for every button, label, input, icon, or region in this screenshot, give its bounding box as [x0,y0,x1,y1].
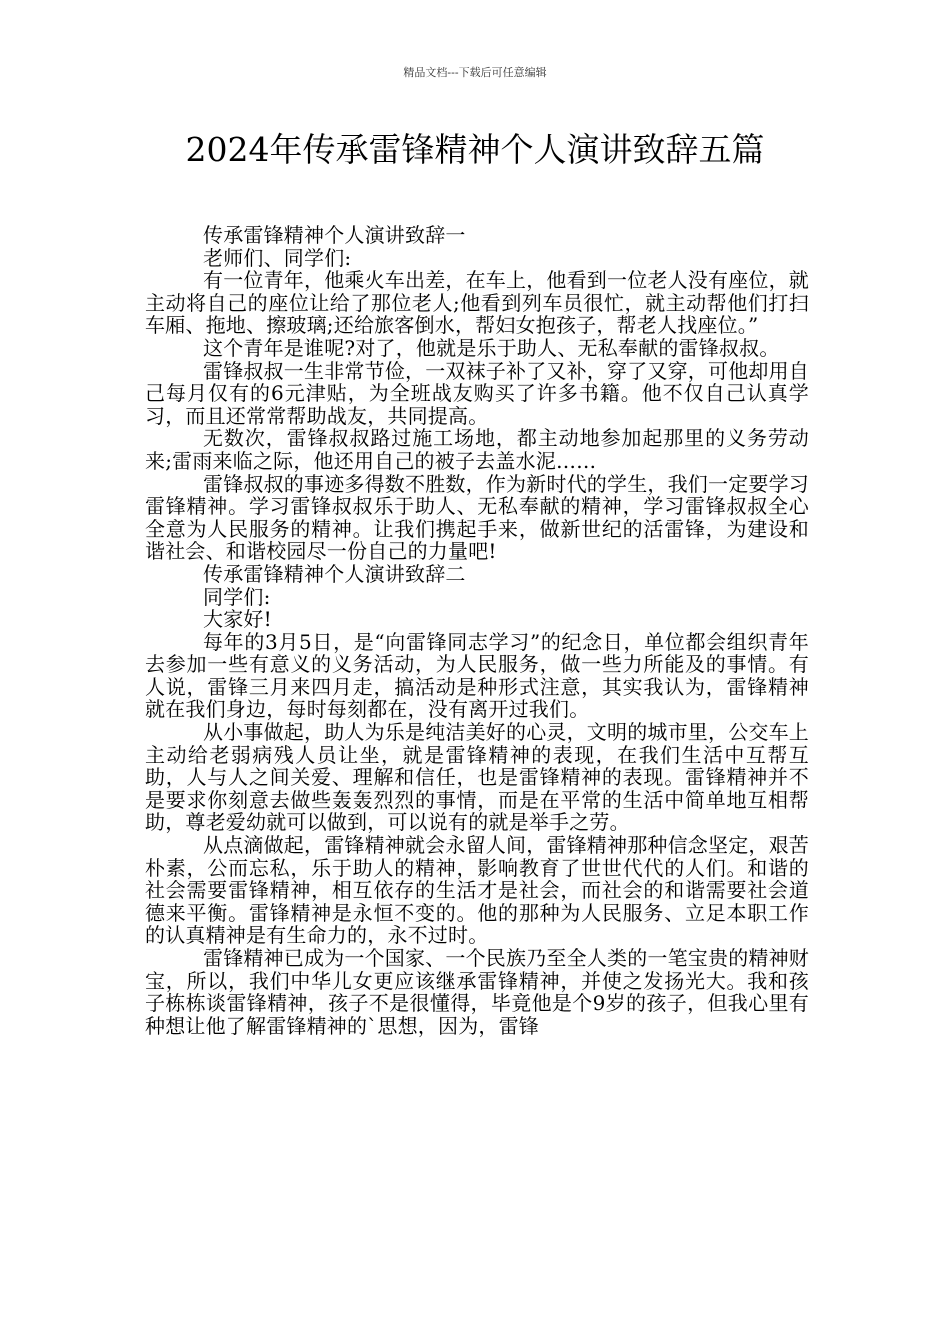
document-title: 2024年传承雷锋精神个人演讲致辞五篇 [185,130,765,169]
section-heading: 传承雷锋精神个人演讲致辞二 [203,561,466,586]
header-note: 精品文档---下载后可任意编辑 [403,66,547,79]
salutation: 同学们: [203,584,271,609]
body-paragraph: 无数次，雷锋叔叔路过施工场地，都主动地参加起那里的义务劳动来;雷雨来临之际，他还用自己的被子去盖水泥…… [145,426,809,473]
body-paragraph: 从小事做起，助人为乐是纯洁美好的心灵，文明的城市里，公交车上主动给老弱病残人员让坐，就是雷锋精神的表现，在我们生活中互帮互助，人与人之间关爱、理解和信任，也是雷锋精神的表现。雷锋精神并不是要求你刻意去做些轰轰烈烈的事情，而是在平常的生活中简单地互相帮助，尊老爱幼就可以做到，可以说有的就是举手之劳。 [145,720,809,835]
body-paragraph: 雷锋叔叔一生非常节俭，一双袜子补了又补，穿了又穿，可他却用自己每月仅有的6元津贴，为全班战友购买了许多书籍。他不仅自己认真学习，而且还常常帮助战友，共同提高。 [145,358,809,428]
body-paragraph: 雷锋叔叔的事迹多得数不胜数，作为新时代的学生，我们一定要学习雷锋精神。学习雷锋叔叔乐于助人、无私奉献的精神，学习雷锋叔叔全心全意为人民服务的精神。让我们携起手来，做新世纪的活雷锋，为建设和谐社会、和谐校园尽一份自己的力量吧! [145,471,809,564]
body-paragraph: 雷锋精神已成为一个国家、一个民族乃至全人类的一笔宝贵的精神财宝，所以，我们中华儿女更应该继承雷锋精神，并使之发扬光大。我和孩子栋栋谈雷锋精神，孩子不是很懂得，毕竟他是个9岁的孩子，但我心里有种想让他了解雷锋精神的`思想，因为，雷锋 [145,946,809,1038]
document-body [145,224,809,1037]
body-paragraph: 从点滴做起，雷锋精神就会永留人间，雷锋精神那种信念坚定，艰苦朴素，公而忘私，乐于助人的精神，影响教育了世世代代的人们。和谐的社会需要雷锋精神，相互依存的生活才是社会，而社会的和谐需要社会道德来平衡。雷锋精神是永恒不变的。他的那种为人民服务、立足本职工作的认真精神是有生命力的，永不过时。 [145,833,809,948]
body-paragraph: 这个青年是谁呢?对了，他就是乐于助人、无私奉献的雷锋叔叔。 [203,335,780,360]
salutation: 老师们、同学们: [203,245,352,270]
body-paragraph: 有一位青年，他乘火车出差，在车上，他看到一位老人没有座位，就主动将自己的座位让给了那位老人;他看到列车员很忙，就主动帮他们打扫车厢、拖地、擦玻璃;还给旅客倒水，帮妇女抱孩子，帮老人找座位。” [145,268,809,338]
greeting: 大家好! [203,607,272,632]
body-paragraph: 每年的3月5日，是“向雷锋同志学习”的纪念日，单位都会组织青年去参加一些有意义的义务活动，为人民服务，做一些力所能及的事情。有人说，雷锋三月来四月走，搞活动是种形式注意，其实我认为，雷锋精神就在我们身边，每时每刻都在，没有离开过我们。 [145,629,809,722]
section-heading: 传承雷锋精神个人演讲致辞一 [203,223,466,247]
